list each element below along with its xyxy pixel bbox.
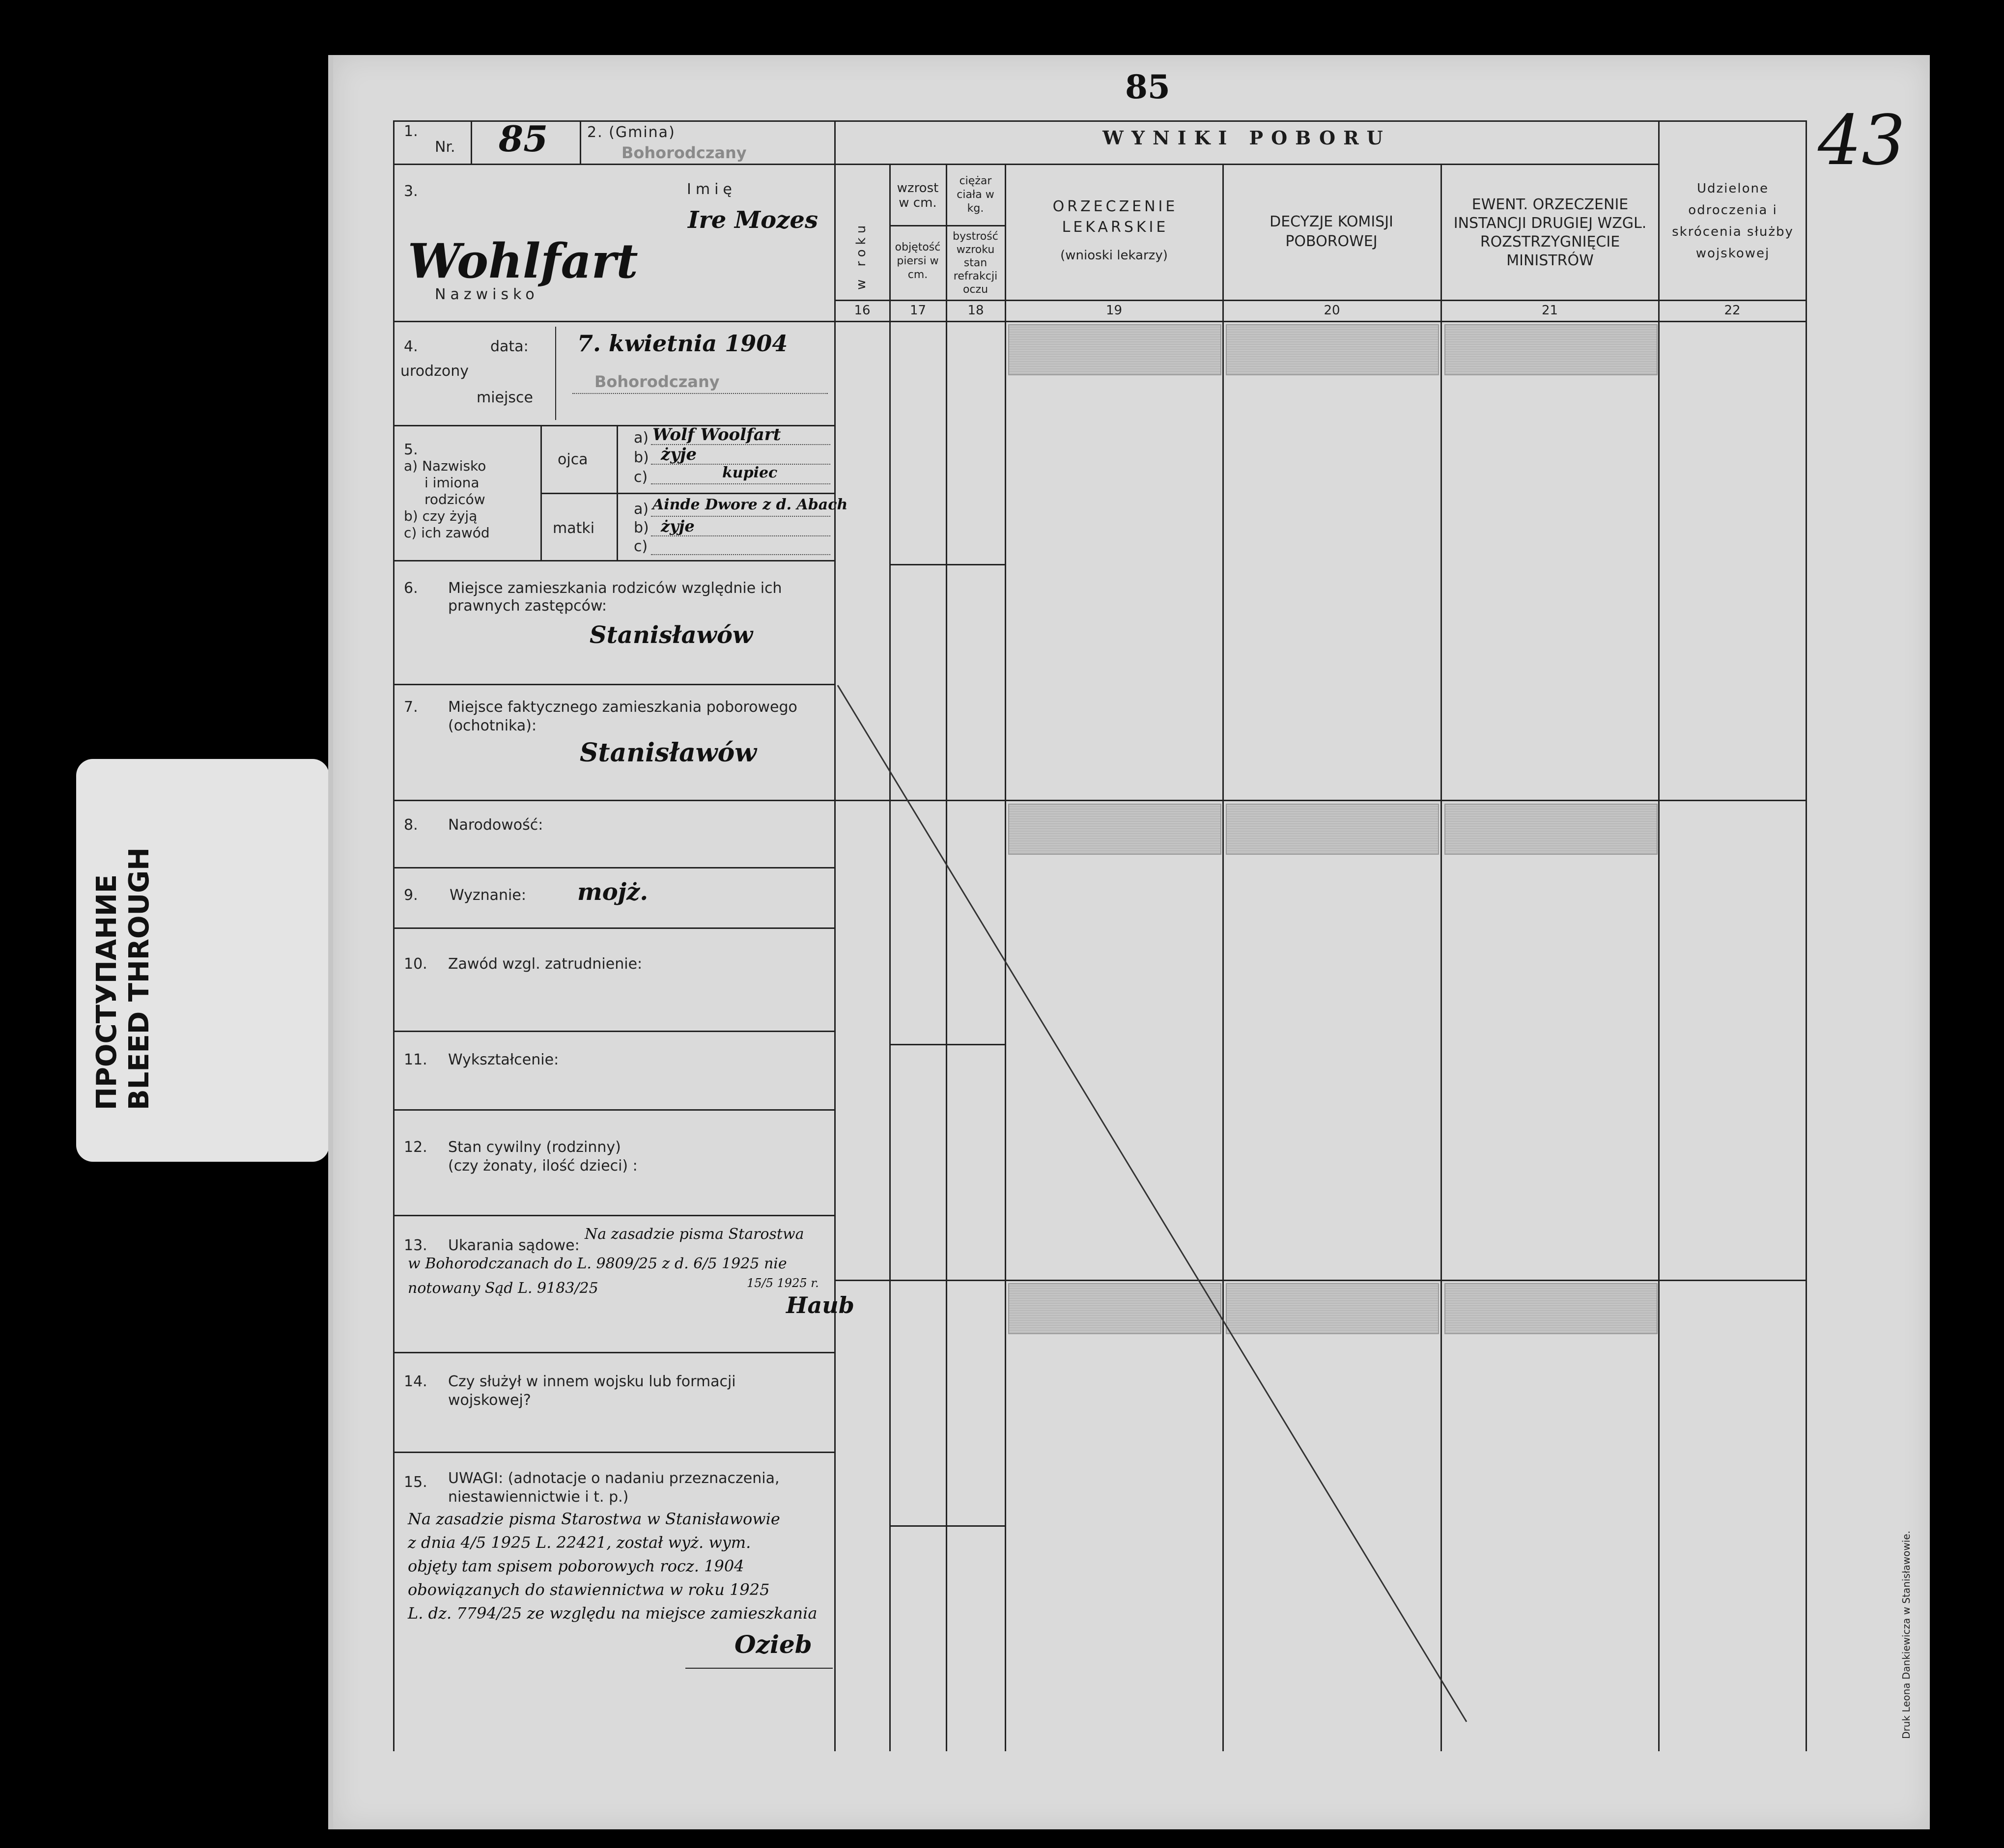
remarks-line: L. dz. 7794/25 ze względu na miejsce zamieszkania [408,1604,818,1623]
field-15-label-2: niestawiennictwie i t. p.) [448,1488,629,1506]
matki-abc [634,500,649,556]
father-alive: żyje [661,445,697,464]
penalties-date: 15/5 1925 r. [747,1276,819,1290]
field-10-num: 10. [404,955,427,973]
col-num-18: 18 [967,303,984,318]
field-7-num: 7. [404,699,418,716]
field-7-label-1: Miejsce faktycznego zamieszkania poborowego [448,699,797,716]
f5-line: i imiona [424,475,480,491]
remarks-line: Na zasadzie pisma Starostwa w Stanisławowie [408,1510,780,1528]
a-label: a) [634,501,649,518]
father-name: Wolf Woolfart [652,425,781,445]
field-15-label-1: UWAGI: (adnotacje o nadaniu przeznaczenia, [448,1470,780,1487]
nr-label: Nr. [435,139,455,156]
c-label: c) [634,538,648,555]
col-num-20: 20 [1324,303,1340,318]
col-22-title: Udzielone odroczenia i skrócenia służby wojskowej [1672,181,1794,261]
field-3-num: 3. [404,183,418,200]
rule [651,444,830,445]
field-11-num: 11. [404,1051,427,1068]
b-label: b) [634,519,649,536]
field-11-label: Wykształcenie: [448,1051,559,1068]
field-13-num: 13. [404,1237,427,1254]
remarks-signature: Ozieb [734,1630,812,1659]
birthplace-stamp: Bohorodczany [594,372,720,391]
field-5-label [404,458,490,541]
sticker-line-ru: ПРОСТУПАНИЕ [91,874,123,1110]
col-wzrost: wzrost w cm. [897,181,939,210]
field-9-label: Wyznanie: [450,887,526,904]
field-1-num: 1. [404,123,418,140]
col-19-sub: (wnioski lekarzy) [1060,248,1168,263]
remarks-line: obowiązanych do stawiennictwa w roku 1925 [408,1580,770,1599]
printer-note: Druk Leona Dankiewicza w Stanisławowie. [1900,1531,1912,1739]
father-occupation: kupiec [722,464,778,481]
col-w-roku: w roku [854,221,869,290]
nazwisko-label: Nazwisko [435,286,539,303]
field-7-label-2: (ochotnika): [448,717,537,734]
remarks-line: z dnia 4/5 1925 L. 22421, został wyż. wym. [408,1533,751,1552]
ojca-label: ojca [558,451,588,468]
nazwisko-value: Wohlfart [408,233,638,289]
penalties-line-2: w Bohorodczanach do L. 9809/25 z d. 6/5 1925 nie [408,1255,787,1272]
col-num-22: 22 [1724,303,1741,318]
penalties-line-3: notowany Sąd L. 9183/25 [408,1280,598,1297]
field-12-label-1: Stan cywilny (rodzinny) [448,1139,621,1156]
field-14-label-1: Czy służył w innem wojsku lub formacji [448,1373,736,1390]
field-6-label-1: Miejsce zamieszkania rodziców względnie ich [448,580,782,597]
field-5-num: 5. [404,441,418,458]
field-14-label-2: wojskowej? [448,1392,531,1409]
rule [651,554,830,555]
gmina-stamp: Bohorodczany [621,143,747,162]
rule [651,535,830,536]
col-num-19: 19 [1105,303,1123,318]
c-label: c) [634,469,648,486]
field-14-num: 14. [404,1373,427,1390]
gmina-label: 2. (Gmina) [587,124,676,141]
f5-line: b) czy żyją [404,508,478,524]
imie-value: Ire Mozes [688,206,818,234]
remarks-text [408,1507,817,1625]
parents-residence: Stanisławów [590,621,753,649]
col-21-title: EWENT. ORZECZENIE INSTANCJI DRUGIEJ WZGL. ROZSTRZYGNIĘCIE MINISTRÓW [1453,196,1647,269]
b-label: b) [634,449,649,466]
field-8-num: 8. [404,816,418,834]
f5-line: rodziców [424,491,485,507]
nr-value: 85 [499,118,548,160]
remarks-line: objęty tam spisem poborowych rocz. 1904 [408,1557,744,1575]
ojca-abc [634,428,649,487]
field-10-label: Zawód wzgl. zatrudnienie: [448,955,643,973]
field-15-num: 15. [404,1474,427,1491]
birth-date: 7. kwietnia 1904 [577,330,788,357]
col-19-title: ORZECZENIE LEKARSKIE [1052,198,1178,236]
rule [651,483,830,484]
penalties-line-1: Na zasadzie pisma Starostwa [585,1226,804,1243]
f5-line: c) ich zawód [404,525,490,541]
field-9-num: 9. [404,887,418,904]
f5-line: a) Nazwisko [404,458,486,474]
field-12-num: 12. [404,1139,427,1156]
mother-alive: żyje [661,517,695,535]
field-13-label: Ukarania sądowe: [448,1237,580,1254]
sticker-line-en: BLEED THROUGH [123,847,155,1110]
col-num-21: 21 [1541,303,1558,318]
rule [651,516,830,517]
page-number: 85 [1125,68,1170,106]
a-label: a) [634,429,649,447]
penalties-signature: Haub [786,1292,854,1318]
col-bystrosc: bystrość wzroku stan refrakcji oczu [953,230,998,296]
religion-value: mojż. [577,878,649,906]
col-objetosc: objętość piersi w cm. [895,241,941,281]
field-8-label: Narodowość: [448,816,543,834]
wyniki-title: WYNIKI POBORU [1102,127,1391,149]
actual-residence: Stanisławów [580,738,757,768]
col-20-title: DECYZJE KOMISJI POBOROWEJ [1270,213,1393,250]
field-6-label-2: prawnych zastępców: [448,597,607,615]
imie-label: Imię [687,181,736,198]
urodzony-label: urodzony [400,363,469,380]
col-ciezar: ciężar ciała w kg. [957,175,994,215]
field-4-num: 4. [404,338,418,355]
field-6-num: 6. [404,580,418,597]
col-num-17: 17 [909,303,927,318]
mother-name: Ainde Dwore z d. Abach [652,496,848,513]
rule [651,464,830,465]
data-label: data: [490,338,529,355]
col-num-16: 16 [854,303,871,318]
field-12-label-2: (czy żonaty, ilość dzieci) : [448,1157,638,1175]
signature-underline [685,1668,833,1669]
corner-mark: 43 [1818,101,1906,181]
miejsce-label: miejsce [477,389,533,406]
matki-label: matki [553,520,595,537]
